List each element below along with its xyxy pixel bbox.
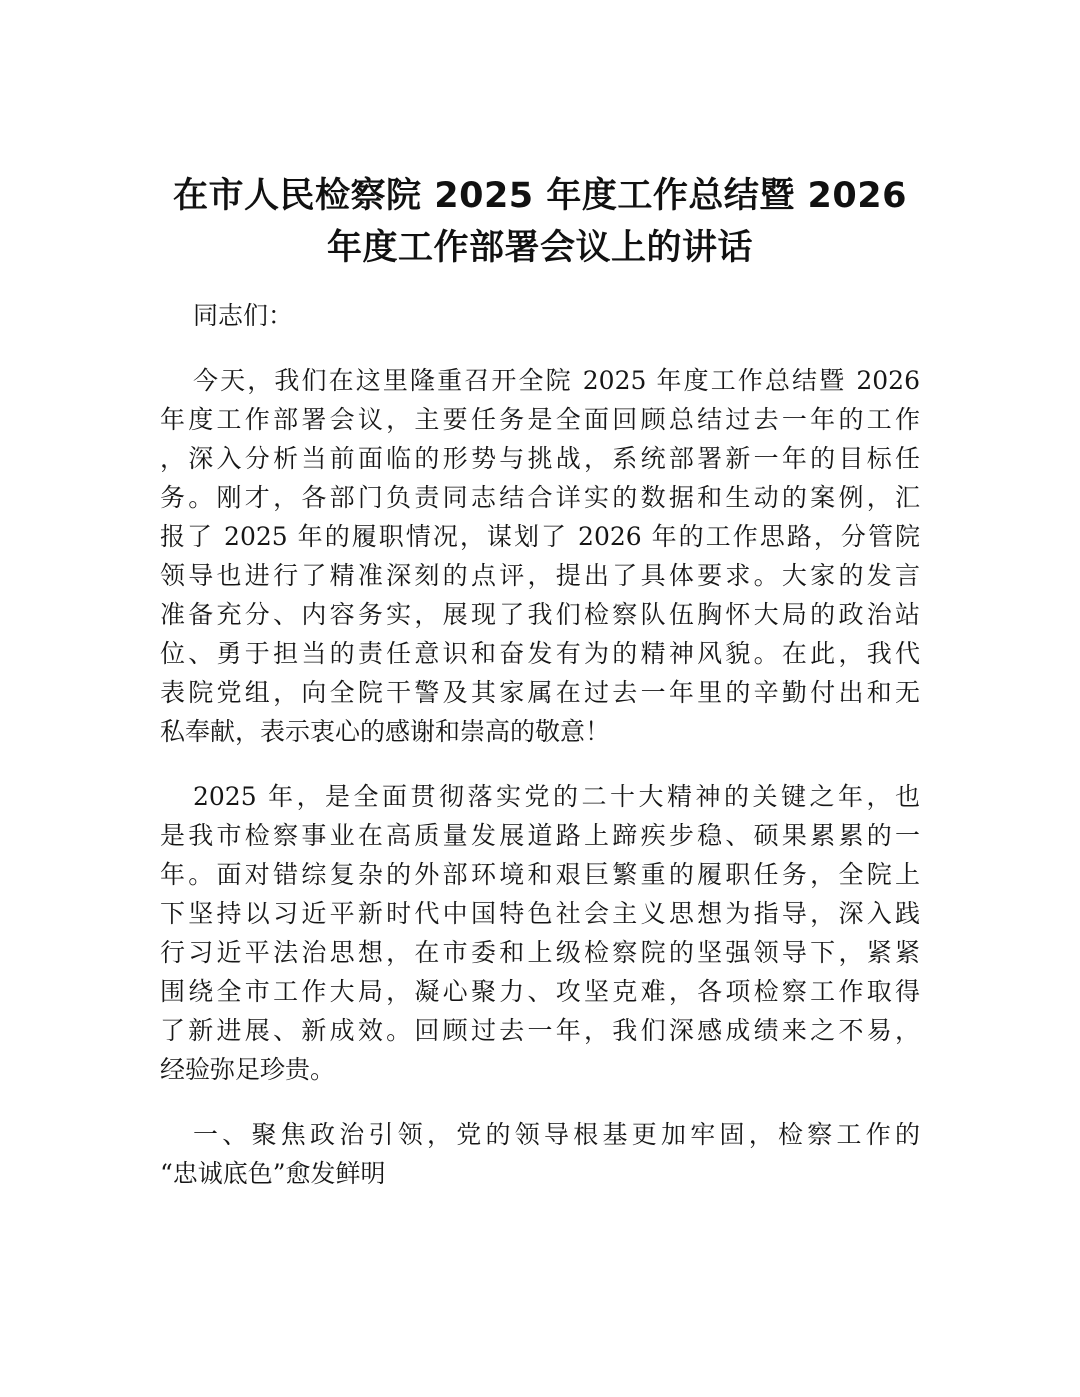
text-line: 了新进展、新成效。回顾过去一年，我们深感成绩来之不易， [160, 1016, 920, 1045]
text-line: “忠诚底色”愈发鲜明 [160, 1159, 386, 1188]
title-line-1: 在市人民检察院 2025 年度工作总结暨 2026 [173, 176, 907, 216]
text-line: 是我市检察事业在高质量发展道路上蹄疾步稳、硕果累累的一 [160, 821, 920, 850]
text-line: ，深入分析当前面临的形势与挑战，系统部署新一年的目标任 [160, 444, 920, 473]
text-line: 准备充分、内容务实，展现了我们检察队伍胸怀大局的政治站 [160, 600, 920, 629]
text-line: 围绕全市工作大局，凝心聚力、攻坚克难，各项检察工作取得 [160, 977, 920, 1006]
paragraph-opening [160, 361, 920, 751]
title-line-2: 年度工作部署会议上的讲话 [326, 228, 753, 268]
salutation: 同志们： [193, 301, 294, 330]
text-line: 今天，我们在这里隆重召开全院 2025 年度工作总结暨 2026 [193, 366, 920, 395]
text-line: 领导也进行了精准深刻的点评，提出了具体要求。大家的发言 [160, 561, 920, 590]
text-line: 表院党组，向全院干警及其家属在过去一年里的辛勤付出和无 [160, 678, 920, 707]
text-line: 年。面对错综复杂的外部环境和艰巨繁重的履职任务，全院上 [160, 860, 920, 889]
text-line: 位、勇于担当的责任意识和奋发有为的精神风貌。在此，我代 [160, 639, 920, 668]
text-line: 经验弥足珍贵。 [160, 1055, 336, 1084]
text-line: 2025 年，是全面贯彻落实党的二十大精神的关键之年，也 [193, 782, 920, 811]
text-line: 务。刚才，各部门负责同志结合详实的数据和生动的案例，汇 [160, 483, 920, 512]
text-line: 报了 2025 年的履职情况，谋划了 2026 年的工作思路，分管院 [160, 522, 920, 551]
text-line: 年度工作部署会议，主要任务是全面回顾总结过去一年的工作 [160, 405, 920, 434]
text-line: 行习近平法治思想，在市委和上级检察院的坚强领导下，紧紧 [160, 938, 920, 967]
document-body [160, 296, 920, 1219]
text-line: 私奉献，表示衷心的感谢和崇高的敬意！ [160, 717, 611, 746]
section-heading-1 [160, 1115, 920, 1193]
paragraph-review [160, 777, 920, 1089]
document-title [160, 170, 920, 274]
text-line: 一、聚焦政治引领，党的领导根基更加牢固，检察工作的 [193, 1120, 920, 1149]
text-line: 下坚持以习近平新时代中国特色社会主义思想为指导，深入践 [160, 899, 920, 928]
